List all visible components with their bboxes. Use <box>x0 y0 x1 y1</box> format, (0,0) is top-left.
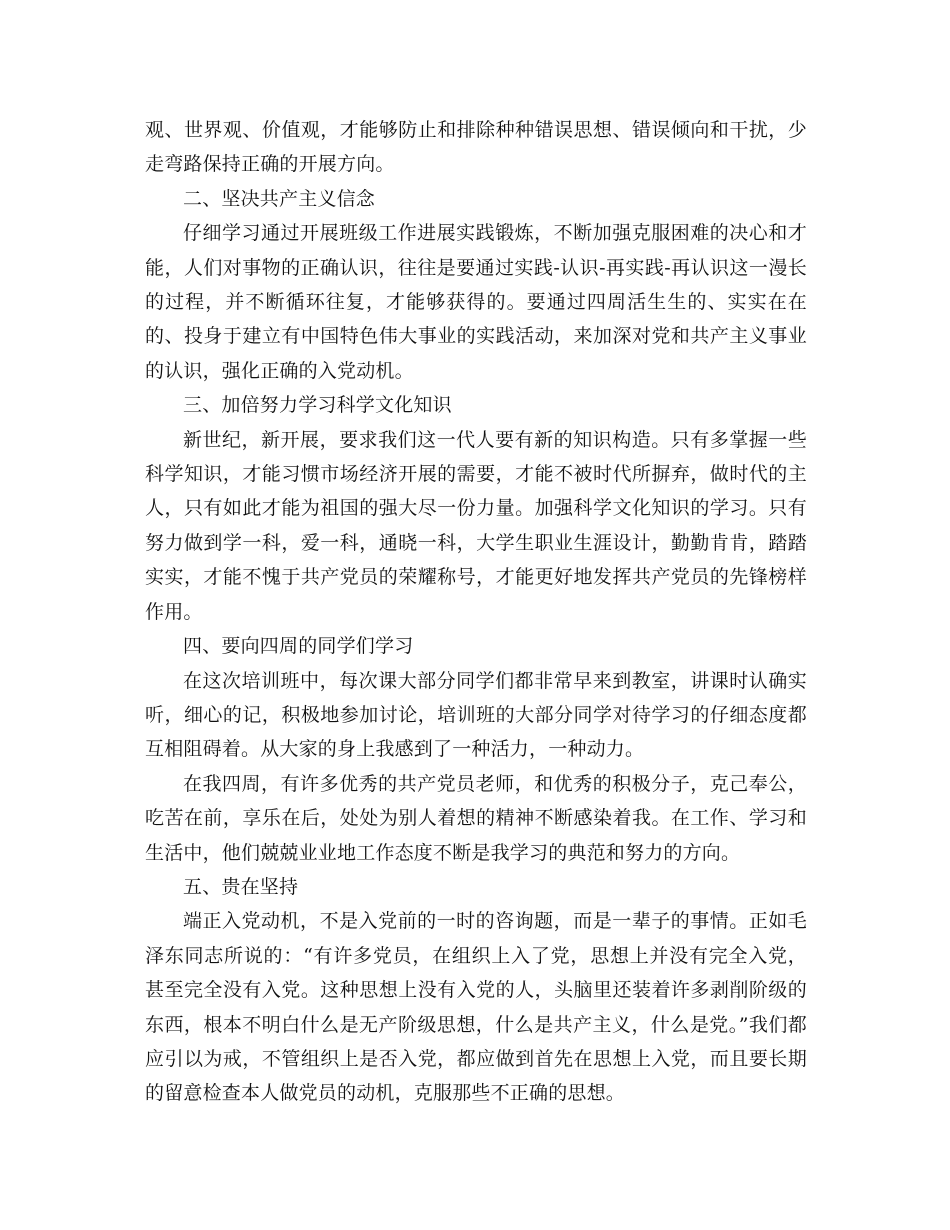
section-heading-3: 三、加倍努力学习科学文化知识 <box>183 394 452 417</box>
body-paragraph: 在我四周，有许多优秀的共产党员老师，和优秀的积极分子，克己奉公，吃苦在前，享乐在后，处处为别人着想的精神不断感染着我。在工作、学习和生活中，他们兢兢业业地工作态度不断是我学习的典范和努力的方向。 <box>145 772 807 864</box>
body-paragraph: 在这次培训班中，每次课大部分同学们都非常早来到教室，讲课时认确实听，细心的记，积极地参加讨论，培训班的大部分同学对待学习的仔细态度都互相阻碍着。从大家的身上我感到了一种活力，一种动力。 <box>145 669 807 761</box>
body-paragraph: 端正入党动机，不是入党前的一时的咨询题，而是一辈子的事情。正如毛泽东同志所说的：“有许多党员，在组织上入了党，思想上并没有完全入党，甚至完全没有入党。这种思想上没有入党的人，头脑里还装着许多剥削阶级的东西，根本不明白什么是无产阶级思想，什么是共产主义，什么是党。”我们都应引以为戒，不管组织上是否入党，都应做到首先在思想上入党，而且要长期的留意检查本人做党员的动机，克服那些不正确的思想。 <box>145 910 807 1105</box>
document-body <box>145 113 807 1111</box>
body-paragraph: 仔细学习通过开展班级工作进展实践锻炼，不断加强克服困难的决心和才能，人们对事物的正确认识，往往是要通过实践-认识-再实践-再认识这一漫长的过程，并不断循环往复，才能够获得的。要通过四周活生生的、实实在在的、投身于建立有中国特色伟大事业的实践活动，来加深对党和共产主义事业的认识，强化正确的入党动机。 <box>145 222 807 382</box>
body-paragraph: 新世纪，新开展，要求我们这一代人要有新的知识构造。只有多掌握一些科学知识，才能习惯市场经济开展的需要，才能不被时代所摒弃，做时代的主人，只有如此才能为祖国的强大尽一份力量。加强科学文化知识的学习。只有努力做到学一科，爱一科，通晓一科，大学生职业生涯设计，勤勤肯肯，踏踏实实，才能不愧于共产党员的荣耀称号，才能更好地发挥共产党员的先锋榜样作用。 <box>145 428 807 623</box>
section-heading-2: 二、坚决共产主义信念 <box>183 187 376 210</box>
section-heading-4: 四、要向四周的同学们学习 <box>183 635 414 658</box>
continuation-paragraph: 观、世界观、价值观，才能够防止和排除种种错误思想、错误倾向和干扰，少走弯路保持正确的开展方向。 <box>145 119 807 176</box>
section-heading-5: 五、贵在坚持 <box>183 875 299 898</box>
